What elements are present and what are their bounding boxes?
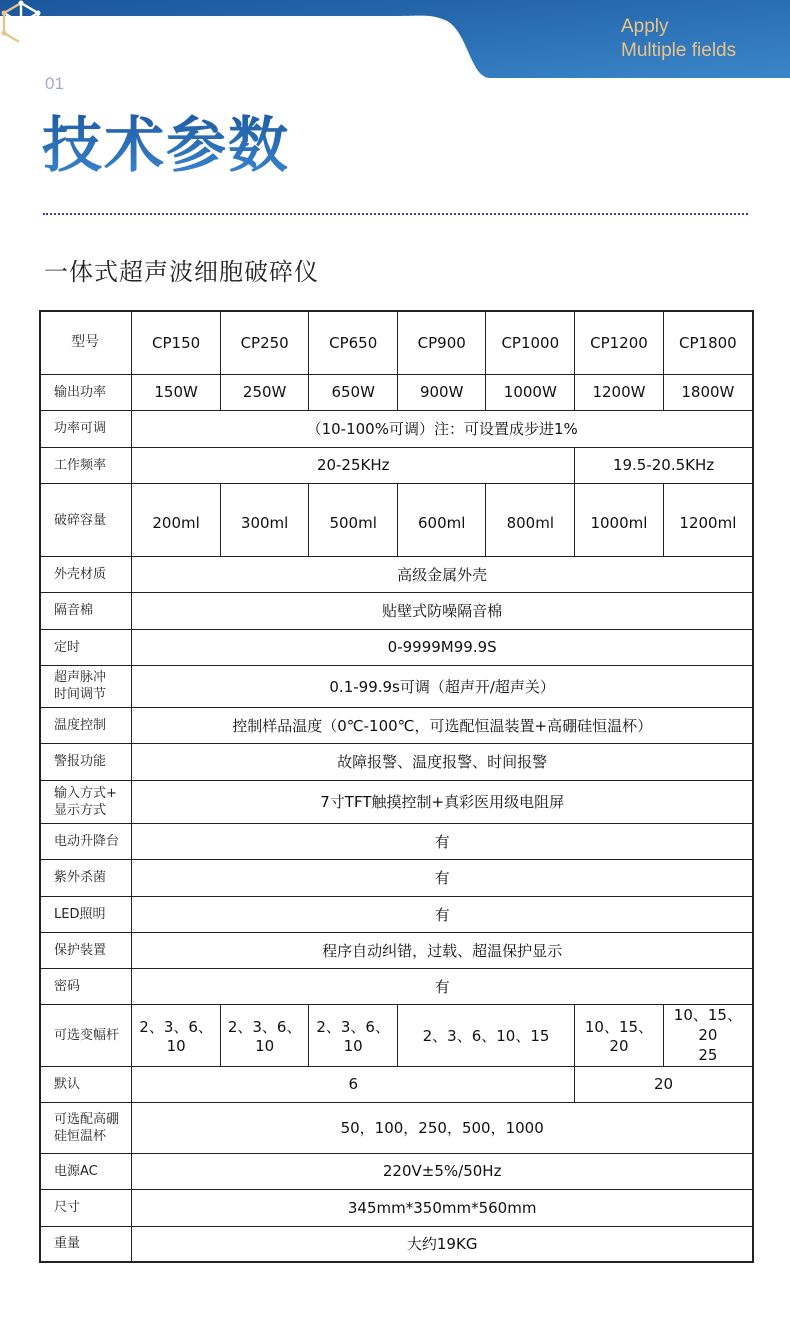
row-label: 功率可调 bbox=[40, 410, 132, 447]
model-cell: CP650 bbox=[309, 311, 398, 374]
model-cell: CP250 bbox=[220, 311, 309, 374]
value-cell: 有 bbox=[132, 968, 753, 1004]
table-row-lift bbox=[40, 823, 753, 859]
value-cell: 220V±5%/50Hz bbox=[132, 1153, 753, 1189]
table-row-pulse bbox=[40, 665, 753, 707]
value-cell: 10、15、20 bbox=[575, 1004, 664, 1066]
model-cell: CP900 bbox=[397, 311, 486, 374]
row-label-line: 输入方式+ bbox=[54, 785, 117, 801]
value-cell: 控制样品温度（0℃-100℃，可选配恒温装置+高硼硅恒温杯） bbox=[132, 707, 753, 743]
dotted-divider bbox=[43, 213, 748, 215]
row-label: 温度控制 bbox=[40, 707, 132, 743]
banner-tagline bbox=[621, 15, 736, 63]
row-label bbox=[40, 1102, 132, 1153]
table-row-cup bbox=[40, 1102, 753, 1153]
value-cell: 0.1-99.9s可调（超声开/超声关） bbox=[132, 665, 753, 707]
value-cell: 故障报警、温度报警、时间报警 bbox=[132, 743, 753, 780]
value-cell: 大约19KG bbox=[132, 1226, 753, 1262]
value-cell: 高级金属外壳 bbox=[132, 556, 753, 592]
row-label: 型号 bbox=[40, 311, 132, 374]
table-row-capacity bbox=[40, 483, 753, 556]
value-cell: 150W bbox=[132, 374, 221, 410]
table-row-led bbox=[40, 896, 753, 932]
table-row-protection bbox=[40, 932, 753, 968]
row-label: 电源AC bbox=[40, 1153, 132, 1189]
value-cell: 900W bbox=[397, 374, 486, 410]
value-line: 10、15、20 bbox=[673, 1006, 742, 1044]
value-cell: 1200ml bbox=[663, 483, 753, 556]
row-label: 保护装置 bbox=[40, 932, 132, 968]
row-label: 工作频率 bbox=[40, 447, 132, 483]
value-cell: 2、3、6、10、15 bbox=[397, 1004, 574, 1066]
table-row-default bbox=[40, 1066, 753, 1102]
section-number: 01 bbox=[45, 74, 64, 93]
row-label-line: 显示方式 bbox=[54, 802, 107, 818]
value-line: 25 bbox=[698, 1046, 718, 1064]
table-row-timer bbox=[40, 629, 753, 665]
row-label: 输出功率 bbox=[40, 374, 132, 410]
header-banner bbox=[0, 0, 790, 78]
row-label bbox=[40, 665, 132, 707]
table-row-frequency bbox=[40, 447, 753, 483]
value-cell: 20-25KHz bbox=[132, 447, 575, 483]
value-cell: 600ml bbox=[397, 483, 486, 556]
value-cell: 19.5-20.5KHz bbox=[575, 447, 753, 483]
value-cell: 20 bbox=[575, 1066, 753, 1102]
value-cell: 有 bbox=[132, 823, 753, 859]
row-label: 警报功能 bbox=[40, 743, 132, 780]
table-row-power-adjust bbox=[40, 410, 753, 447]
table-row-password bbox=[40, 968, 753, 1004]
row-label: 默认 bbox=[40, 1066, 132, 1102]
value-cell: 250W bbox=[220, 374, 309, 410]
row-label bbox=[40, 780, 132, 823]
value-cell: 650W bbox=[309, 374, 398, 410]
table-row-housing bbox=[40, 556, 753, 592]
value-cell: 500ml bbox=[309, 483, 398, 556]
row-label: 电动升降台 bbox=[40, 823, 132, 859]
table-row-temperature bbox=[40, 707, 753, 743]
table-row-model bbox=[40, 311, 753, 374]
table-row-weight bbox=[40, 1226, 753, 1262]
value-cell: 2、3、6、10 bbox=[220, 1004, 309, 1066]
product-name: 一体式超声波细胞破碎仪 bbox=[44, 258, 319, 286]
row-label: 紫外杀菌 bbox=[40, 859, 132, 896]
value-cell: 有 bbox=[132, 896, 753, 932]
row-label-line: 时间调节 bbox=[54, 687, 107, 702]
value-cell: 300ml bbox=[220, 483, 309, 556]
value-cell: 6 bbox=[132, 1066, 575, 1102]
value-cell: 1000W bbox=[486, 374, 575, 410]
value-cell: 1200W bbox=[575, 374, 664, 410]
row-label: 外壳材质 bbox=[40, 556, 132, 592]
table-row-alarm bbox=[40, 743, 753, 780]
row-label: 尺寸 bbox=[40, 1189, 132, 1226]
value-cell: 贴壁式防噪隔音棉 bbox=[132, 592, 753, 629]
banner-line-2: Multiple fields bbox=[621, 40, 737, 61]
value-cell: 200ml bbox=[132, 483, 221, 556]
table-row-power-supply bbox=[40, 1153, 753, 1189]
table-row-uv bbox=[40, 859, 753, 896]
value-cell: 345mm*350mm*560mm bbox=[132, 1189, 753, 1226]
table-row-horn bbox=[40, 1004, 753, 1066]
row-label: 破碎容量 bbox=[40, 483, 132, 556]
table-row-output-power bbox=[40, 374, 753, 410]
row-label-line: 可选配高硼 bbox=[54, 1111, 120, 1127]
row-label: 重量 bbox=[40, 1226, 132, 1262]
model-cell: CP1000 bbox=[486, 311, 575, 374]
table-row-size bbox=[40, 1189, 753, 1226]
row-label-line: 超声脉冲 bbox=[54, 670, 107, 685]
value-cell: 7寸TFT触摸控制+真彩医用级电阻屏 bbox=[132, 780, 753, 823]
row-label: 定时 bbox=[40, 629, 132, 665]
value-cell: 0-9999M99.9S bbox=[132, 629, 753, 665]
model-cell: CP1800 bbox=[663, 311, 753, 374]
value-cell: 有 bbox=[132, 859, 753, 896]
value-cell: 2、3、6、10 bbox=[132, 1004, 221, 1066]
row-label: 密码 bbox=[40, 968, 132, 1004]
value-cell: 2、3、6、10 bbox=[309, 1004, 398, 1066]
model-cell: CP1200 bbox=[575, 311, 664, 374]
row-label: 隔音棉 bbox=[40, 592, 132, 629]
row-label-line: 硅恒温杯 bbox=[54, 1128, 107, 1144]
row-label: LED照明 bbox=[40, 896, 132, 932]
value-cell: 1800W bbox=[663, 374, 753, 410]
page-title: 技术参数 bbox=[42, 108, 290, 184]
row-label: 可选变幅杆 bbox=[40, 1004, 132, 1066]
value-cell bbox=[663, 1004, 753, 1066]
model-cell: CP150 bbox=[132, 311, 221, 374]
spec-table bbox=[39, 310, 754, 1263]
value-cell: （10-100%可调）注：可设置成步进1% bbox=[132, 410, 753, 447]
value-cell: 800ml bbox=[486, 483, 575, 556]
table-row-input-display bbox=[40, 780, 753, 823]
value-cell: 1000ml bbox=[575, 483, 664, 556]
value-cell: 50，100，250，500，1000 bbox=[132, 1102, 753, 1153]
hexagon-cube-icon bbox=[0, 0, 42, 46]
value-cell: 程序自动纠错，过载、超温保护显示 bbox=[132, 932, 753, 968]
table-row-insulation bbox=[40, 592, 753, 629]
banner-line-1: Apply bbox=[621, 16, 669, 37]
